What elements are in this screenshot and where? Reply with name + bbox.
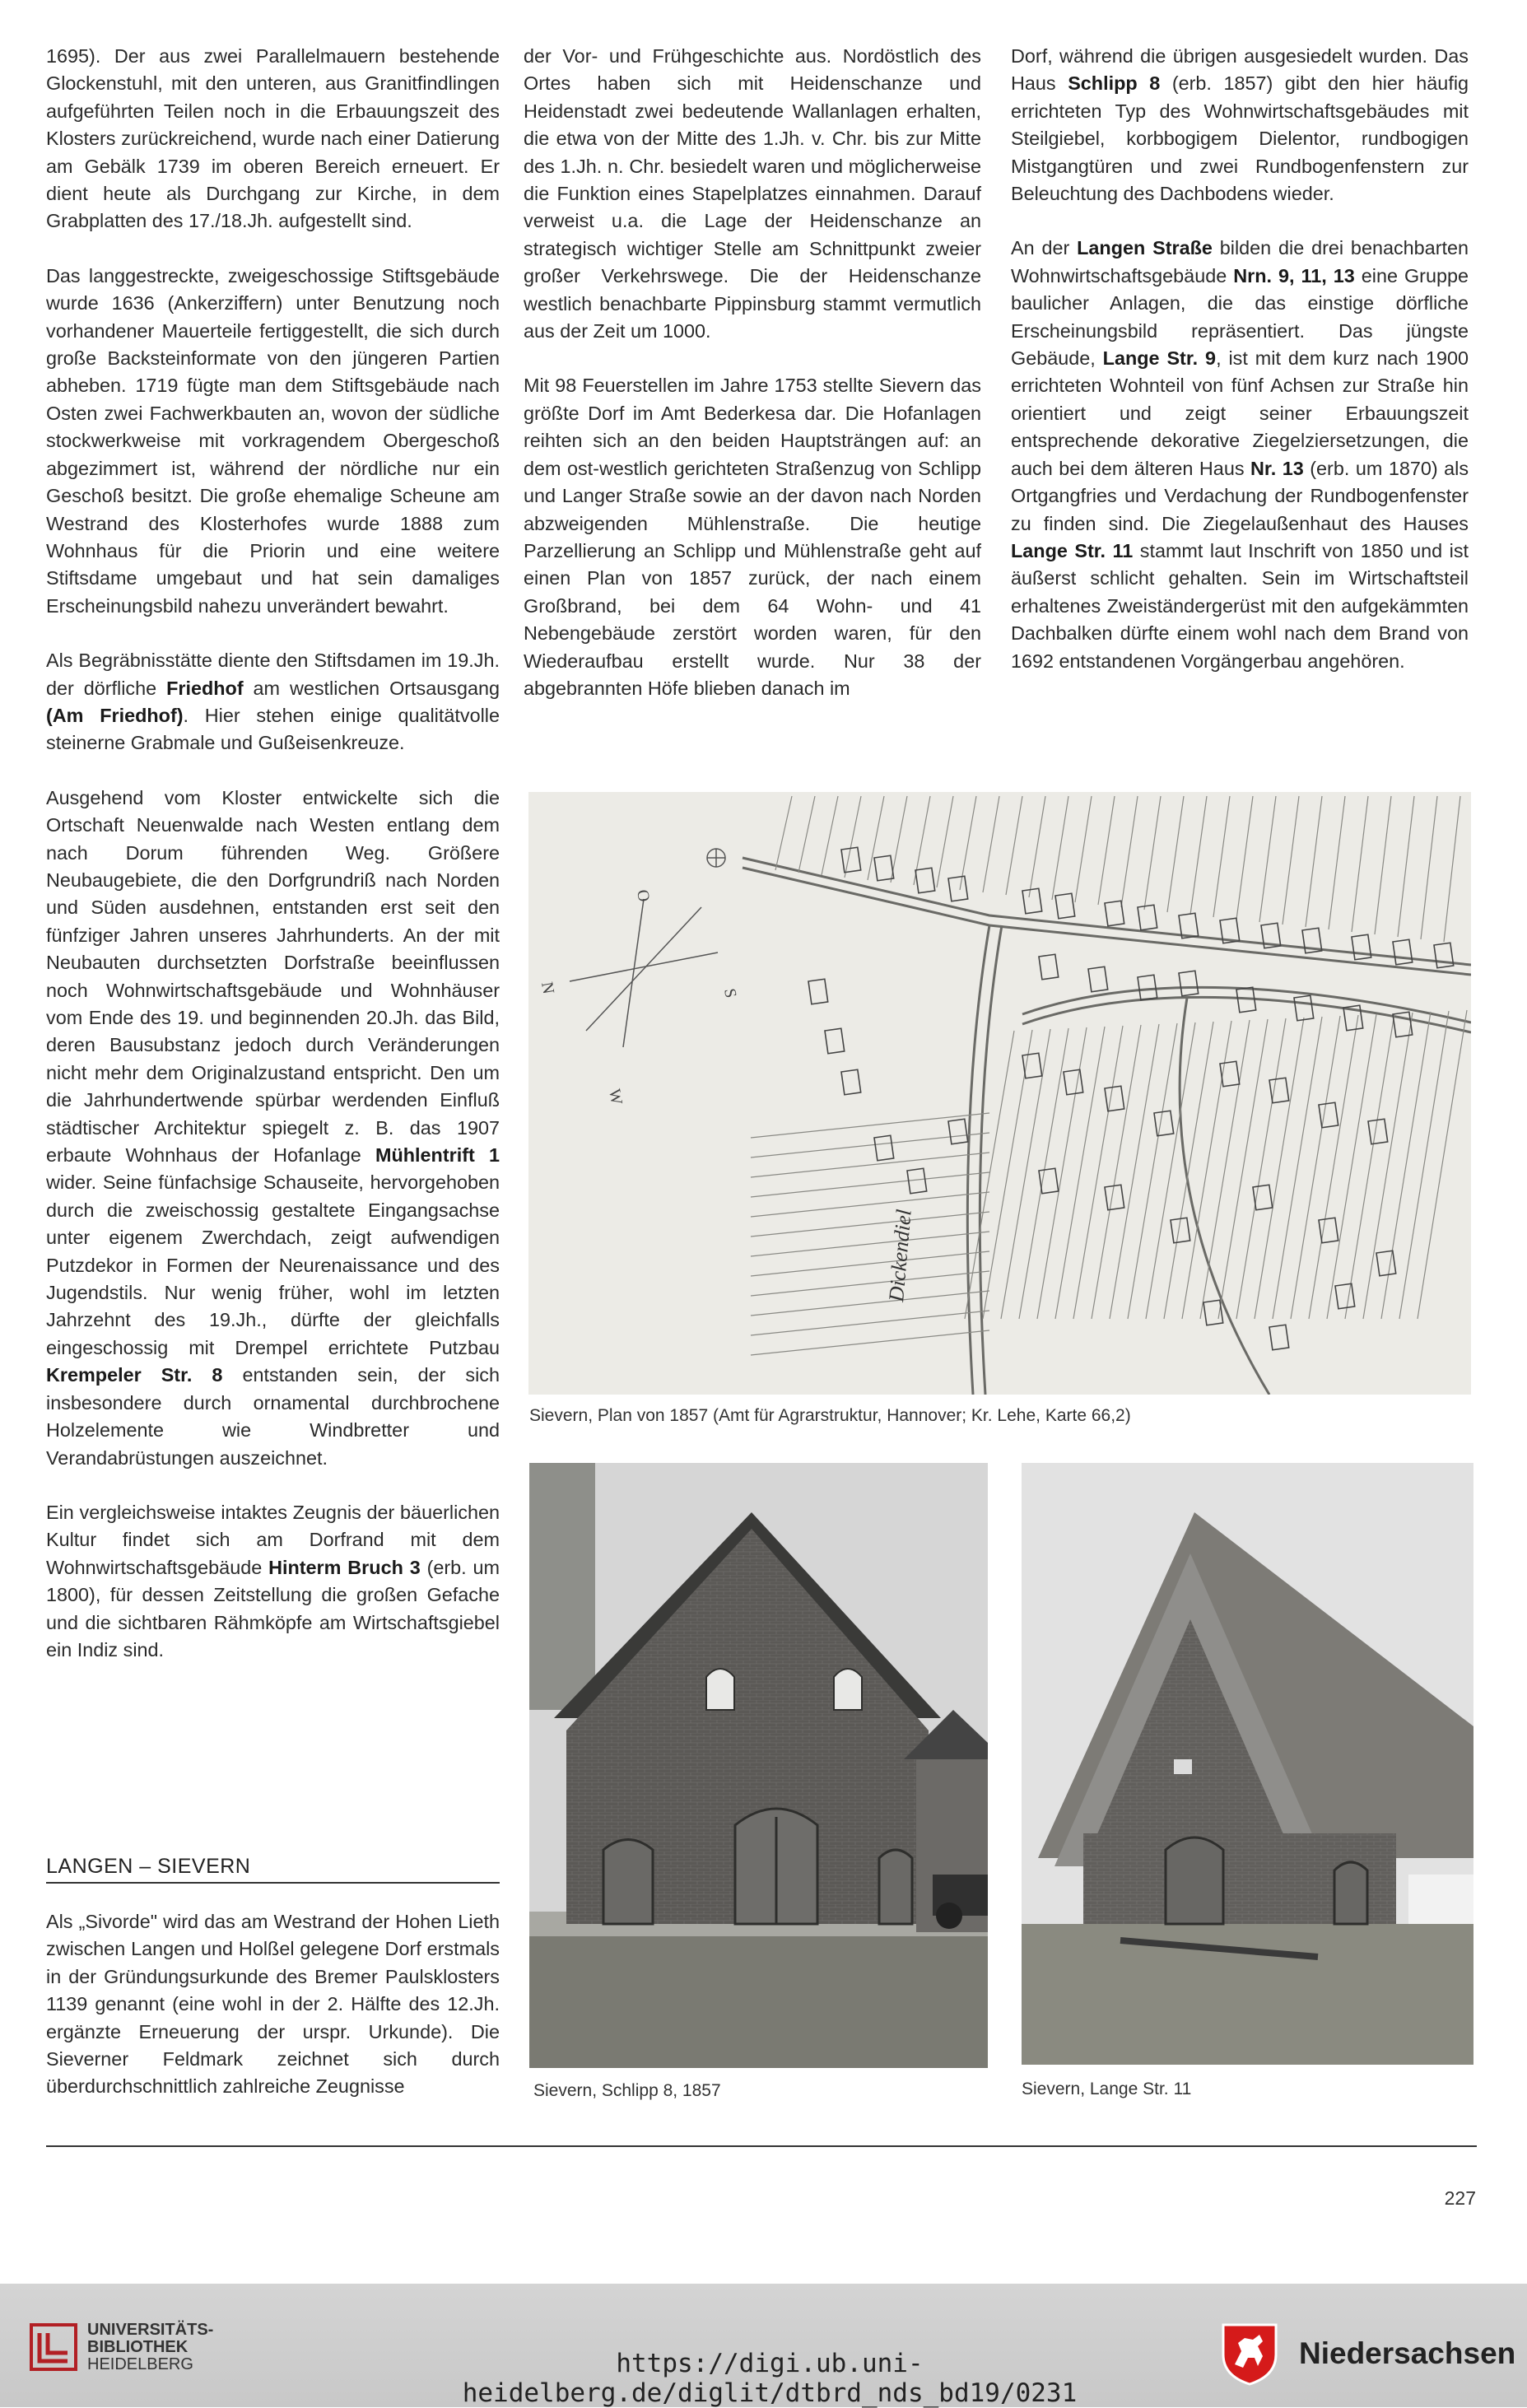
section-heading: LANGEN – SIEVERN [46,1855,500,1884]
keyword-nrn: Nrn. 9, 11, 13 [1233,264,1355,286]
thatched-farmhouse-photo-illustration [1022,1463,1473,2065]
paragraph: Dorf, während die übrigen ausgesiedelt wurden. Das Haus Schlipp 8 (erb. 1857) gibt den hier häufig errichteten Typ des Wohnwirtschaftsgebäudes mit Steilgiebel, korbbogigem Dielentor, rundbogigen Mistgangtüren und zwei Rundbogenfenstern zur Beleuchtung des Dachbodens wieder. [1011,45,1469,205]
photo2-caption: Sievern, Lange Str. 11 [1022,2080,1192,2098]
paragraph: der Vor- und Frühgeschichte aus. Nordöstlich des Ortes haben sich mit Heidenschanze und Heidenstadt zwei bedeutende Wallanlagen erhalten, die etwa von der Mitte des 1.Jh. v. Chr. bis zur Mitte des 1.Jh. n. Chr. besiedelt waren und möglicherweise die Funktion eines Stapelplatzes einnahmen. Darauf verweist u.a. die Lage der Heidenschanze an strategisch wichtiger Stelle am Schnittpunkt zweier großer Verkehrswege. Die der Heidenschanze westlich benachbarte Pippinsburg stammt vermutlich aus der Zeit um 1000. [524,45,981,342]
paragraph: Als Begräbnisstätte diente den Stiftsdamen im 19.Jh. der dörfliche Friedhof am westlichen Ortsausgang (Am Friedhof). Hier stehen einige qualitätvolle steinerne Grabmale und Gußeisenkreuze. [46,650,500,754]
keyword-nr-13: Nr. 13 [1250,457,1304,479]
historic-map-illustration [528,792,1471,1395]
keyword-friedhof: Friedhof [166,677,244,699]
keyword-lange-str-11: Lange Str. 11 [1011,539,1134,561]
paragraph: Mit 98 Feuerstellen im Jahre 1753 stellte Sievern das größte Dorf im Amt Bederkesa dar. Die Hofanlagen reihten sich an den beiden Hauptsträngen auf: an dem ost-westlich gerichteten Straßenzug von Schlipp und Langer Straße sowie an der davon nach Norden abzweigenden Mühlenstraße. Die heutige Parzellierung an Schlipp und Mühlenstraße geht auf einen Plan von 1857 zurück, der nach einem Großbrand, bei dem 64 Wohn- und 41 Nebengebäude zerstört worden waren, für den Wiederaufbau erstellt wurde. Nur 38 der abgebrannten Höfe blieben danach im [524,375,981,699]
paragraph: Als „Sivorde" wird das am Westrand der Hohen Lieth zwischen Langen und Holßel gelegene Dorf erstmals in der Gründungsurkunde des Bremer Paulsklosters 1139 genannt (eine wohl in der 2. Hälfte des 12.Jh. ergänzte Erneuerung der urspr. Urkunde). Die Sieverner Feldmark zeichnet sich durch überdurchschnittlich zahlreiche Zeugnisse [46,1911,500,2098]
university-library-logo-icon [30,2323,77,2371]
photo-schlipp-8 [529,1463,988,2068]
keyword-schlipp-8: Schlipp 8 [1068,72,1161,95]
map-figure [528,792,1471,1395]
keyword-langen-strasse: Langen Straße [1077,237,1213,259]
farmhouse-photo-illustration [529,1463,988,2068]
university-library-name: UNIVERSITÄTS- BIBLIOTHEK HEIDELBERG [87,2321,214,2373]
page-number: 227 [1444,2187,1476,2209]
map-label-dickendiel: Dickendiel [884,1208,916,1303]
niedersachsen-horse-crest-icon [1217,2320,1283,2386]
keyword-lange-str-9: Lange Str. 9 [1102,347,1217,370]
keyword-muehlentrift: Mühlentrift 1 [375,1144,500,1167]
keyword-hinterm-bruch: Hinterm Bruch 3 [268,1556,421,1578]
paragraph: Das langgestreckte, zweigeschossige Stiftsgebäude wurde 1636 (Ankerziffern) unter Benutzung noch vorhandener Mauerteile fertiggestellt, die sich durch große Backsteinformate von den jüngeren Partien abheben. 1719 fügte man dem Stiftsgebäude nach Osten zwei Fachwerkbauten an, wovon der südliche stockwerkweise mit vorkragendem Obergeschoß abgezimmert ist, während der nördliche nur ein Geschoß besitzt. Die große ehemalige Scheune am Westrand des Klosterhofes wurde 1888 zum Wohnhaus für die Priorin und eine weitere Stiftsdame umgebaut und hat sein damaliges Erscheinungsbild nahezu unverändert bewahrt. [46,264,500,617]
text-column-1 [46,43,500,1691]
paragraph: Ein vergleichsweise intaktes Zeugnis der bäuerlichen Kultur findet sich am Dorfrand mit dem Wohnwirtschaftsgebäude Hinterm Bruch 3 (erb. um 1800), für dessen Zeitstellung die großen Gefache und die sichtbaren Rähmköpfe am Wirtschaftsgiebel ein Indiz sind. [46,1501,500,1660]
text-column-3 [1011,43,1469,702]
compass-label-o: O [633,888,654,904]
paragraph: An der Langen Straße bilden die drei benachbarten Wohnwirtschaftsgebäude Nrn. 9, 11, 13 eine Gruppe baulicher Anlagen, die das einstige dörfliche Erscheinungsbild repräsentiert. Das jüngste Gebäude, Lange Str. 9, ist mit dem kurz nach 1900 errichteten Wohnteil von fünf Achsen zur Straße hin orientiert und zeigt seiner Erbauungszeit entsprechende dekorative Ziegelziersetzungen, die auch bei dem älteren Haus Nr. 13 (erb. um 1870) als Ortgangfries und Verdachung der Rundbogenfenster zu finden sind. Die Ziegelaußenhaut des Hauses Lange Str. 11 stammt laut Inschrift von 1850 und ist äußerst schlicht gehalten. Sein im Wirtschaftsteil erhaltenes Zweiständergerüst mit den aufgekämmten Dachbalken dürfte einem wohl nach dem Brand von 1692 entstandenen Vorgängerbau angehören. [1011,237,1469,672]
text-column-2 [524,43,981,729]
compass-label-w: W [605,1088,626,1106]
compass-label-s: S [720,987,740,999]
paragraph: Ausgehend vom Kloster entwickelte sich die Ortschaft Neuenwalde nach Westen entlang dem nach Dorum führenden Weg. Größere Neubaugebiete, die den Dorfgrundriß nach Norden und Süden ausdehnen, entstanden erst seit den fünfziger Jahren unseres Jahrhunderts. An der mit Neubauten durchsetzten Dorfstraße beeinflussen noch Wohnwirtschaftsgebäude und Wohnhäuser vom Ende des 19. und beginnenden 20.Jh. das Bild, deren Bausubstanz jedoch durch Veränderungen nicht mehr dem Originalzustand entspricht. Den um die Jahrhundertwende spürbar werdenden Einfluß städtischer Architektur spiegelt z. B. das 1907 erbaute Wohnhaus der Hofanlage Mühlentrift 1 wider. Seine fünfachsige Schauseite, hervorgehoben durch die zweischossig gestaltete Eingangsachse unter eigenem Zwerchdach, zeigt aufwendigen Putzdekor in Formen der Neurenaissance und des Jugendstils. Nur wenig früher, wohl im letzten Jahrzehnt des 19.Jh., dürfte der gleichfalls eingeschossig mit Drempel errichtete Putzbau Krempeler Str. 8 entstanden sein, der sich insbesondere durch ornamental durchbrochene Holzelemente wie Windbretter und Verandabrüstungen auszeichnet. [46,786,500,1469]
keyword-krempeler-str: Krempeler Str. 8 [46,1364,223,1386]
map-caption: Sievern, Plan von 1857 (Amt für Agrarstruktur, Hannover; Kr. Lehe, Karte 66,2) [529,1406,1131,1425]
text-column-1-continued [46,1908,500,2128]
niedersachsen-wordmark: Niedersachsen [1299,2336,1516,2370]
digital-library-url-link[interactable]: https://digi.ub.uni-heidelberg.de/diglit/dtbrd_nds_bd19/0231 [462,2349,1078,2408]
photo-lange-str-11 [1022,1463,1473,2065]
page-footer-rule [46,2145,1477,2147]
photo1-caption: Sievern, Schlipp 8, 1857 [533,2081,721,2100]
paragraph: 1695). Der aus zwei Parallelmauern bestehende Glockenstuhl, mit den unteren, aus Granitfindlingen aufgeführten Teilen noch in die Erbauungszeit des Klosters zurückreichend, wurde nach einer Datierung am Gebälk 1739 im oberen Bereich erneuert. Er dient heute als Durchgang zur Kirche, in dem Grabplatten des 17./18.Jh. aufgestellt sind. [46,45,500,232]
keyword-am-friedhof: (Am Friedhof) [46,704,184,726]
compass-label-n: N [538,980,558,996]
